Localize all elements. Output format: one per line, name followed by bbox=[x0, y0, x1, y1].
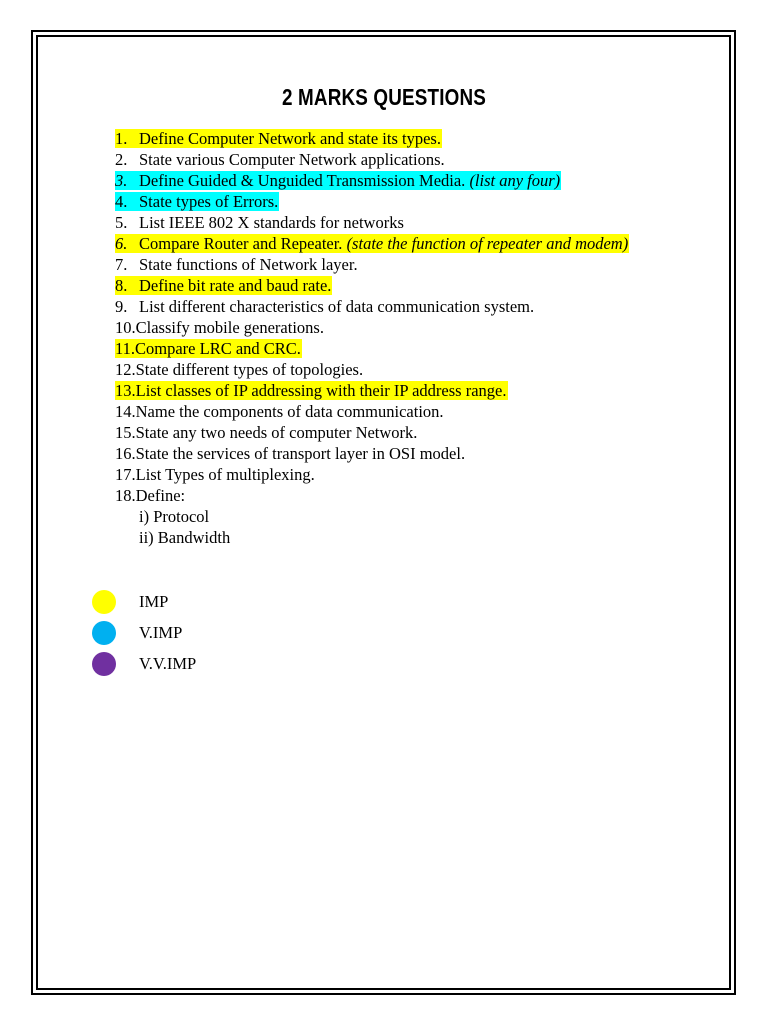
question-note: (state the function of repeater and modem) bbox=[346, 234, 629, 253]
question-number: 1. bbox=[115, 129, 128, 148]
question-item bbox=[115, 317, 629, 338]
question-item bbox=[115, 401, 629, 422]
question-item bbox=[115, 128, 629, 149]
question-text: Define Computer Network and state its types. bbox=[139, 129, 441, 148]
question-item bbox=[115, 380, 629, 401]
yellow-dot-icon bbox=[92, 590, 116, 614]
question-text: Define: bbox=[135, 486, 186, 505]
question-text: List Types of multiplexing. bbox=[135, 465, 315, 484]
question-item bbox=[115, 464, 629, 485]
question-text: Define bit rate and baud rate. bbox=[139, 276, 332, 295]
sub-item: ii) Bandwidth bbox=[139, 528, 231, 547]
question-number: 10. bbox=[115, 318, 136, 337]
question-number: 13. bbox=[115, 381, 136, 400]
question-list bbox=[115, 128, 629, 548]
legend-label: V.V.IMP bbox=[139, 654, 197, 673]
question-number: 14. bbox=[115, 402, 136, 421]
question-text: List different characteristics of data communication system. bbox=[139, 297, 535, 316]
question-item bbox=[115, 149, 629, 170]
question-number: 5. bbox=[115, 213, 128, 232]
question-item bbox=[115, 422, 629, 443]
question-number: 4. bbox=[115, 192, 128, 211]
question-number: 15. bbox=[115, 423, 136, 442]
question-text: Define Guided & Unguided Transmission Media. bbox=[139, 171, 470, 190]
question-number: 2. bbox=[115, 150, 128, 169]
question-item bbox=[115, 443, 629, 464]
question-item bbox=[115, 191, 629, 212]
question-number: 17. bbox=[115, 465, 136, 484]
question-number: 16. bbox=[115, 444, 136, 463]
sub-item: i) Protocol bbox=[139, 507, 210, 526]
question-item bbox=[115, 338, 629, 359]
question-number: 3. bbox=[115, 171, 128, 190]
question-text: State the services of transport layer in OSI model. bbox=[135, 444, 466, 463]
question-item bbox=[115, 485, 629, 506]
question-text: State functions of Network layer. bbox=[139, 255, 358, 274]
question-text: Compare Router and Repeater. bbox=[139, 234, 347, 253]
page-title: 2 MARKS QUESTIONS bbox=[281, 84, 486, 110]
question-text: List classes of IP addressing with their IP address range. bbox=[135, 381, 507, 400]
question-text: State various Computer Network applications. bbox=[139, 150, 445, 169]
purple-dot-icon bbox=[92, 652, 116, 676]
question-item bbox=[115, 170, 629, 191]
blue-dot-icon bbox=[92, 621, 116, 645]
question-item bbox=[115, 275, 629, 296]
question-number: 11. bbox=[115, 339, 136, 358]
question-item bbox=[115, 212, 629, 233]
question-text: State types of Errors. bbox=[139, 192, 279, 211]
question-item bbox=[115, 233, 629, 254]
question-number: 8. bbox=[115, 276, 128, 295]
question-number: 6. bbox=[115, 234, 128, 253]
question-text: Compare LRC and CRC. bbox=[135, 339, 301, 358]
question-text: State different types of topologies. bbox=[135, 360, 364, 379]
question-number: 7. bbox=[115, 255, 128, 274]
question-text: Classify mobile generations. bbox=[135, 318, 324, 337]
legend-label: V.IMP bbox=[139, 623, 183, 642]
question-text: Name the components of data communication. bbox=[135, 402, 444, 421]
question-number: 18. bbox=[115, 486, 136, 505]
question-number: 12. bbox=[115, 360, 136, 379]
question-text: List IEEE 802 X standards for networks bbox=[139, 213, 404, 232]
question-item bbox=[115, 296, 629, 317]
question-item bbox=[115, 254, 629, 275]
question-item bbox=[115, 359, 629, 380]
legend-label: IMP bbox=[139, 592, 169, 611]
question-note: (list any four) bbox=[469, 171, 561, 190]
question-number: 9. bbox=[115, 297, 128, 316]
question-text: State any two needs of computer Network. bbox=[135, 423, 418, 442]
